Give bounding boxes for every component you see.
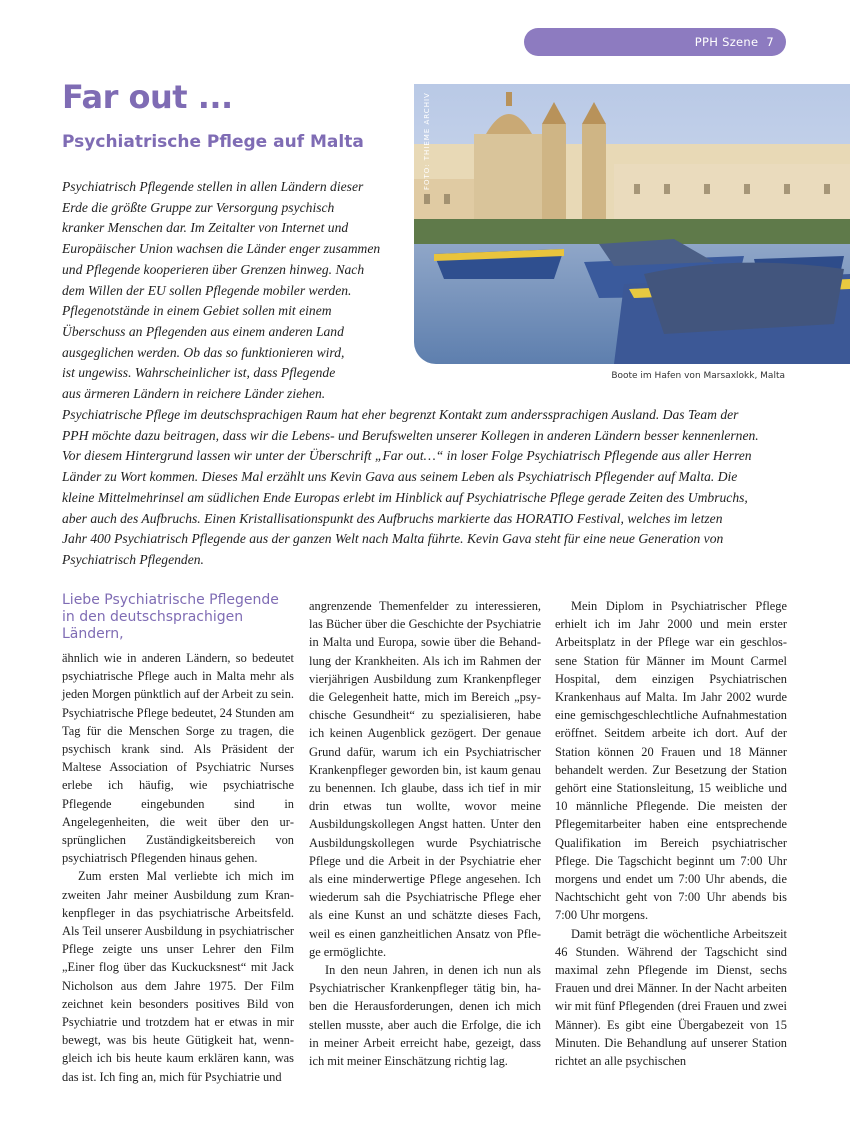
intro-line: kranker Menschen dar. Im Zeitalter von Internet und	[62, 220, 349, 236]
intro-line: ist ungewiss. Wahrscheinlicher ist, dass Pflegende	[62, 365, 336, 381]
harbour-illustration	[414, 84, 850, 364]
photo-caption: Boote im Hafen von Marsaxlokk, Malta	[611, 371, 785, 381]
intro-line: PPH möchte dazu beitragen, dass wir die Lebens- und Berufswelten unserer Kollegen in anderen Ländern besser kennenlernen.	[62, 427, 759, 443]
text-column-1	[62, 592, 294, 1086]
intro-continuation	[62, 405, 792, 571]
intro-line: Psychiatrisch Pflegenden.	[62, 551, 204, 567]
intro-line: ausgeglichen werden. Ob das so funktionieren wird,	[62, 344, 345, 360]
text-column-2	[309, 597, 541, 1070]
intro-line: dem Willen der EU sollen Pflegende mobiler werden.	[62, 282, 352, 298]
section-header	[524, 28, 786, 56]
section-name: PPH Szene	[694, 35, 759, 49]
intro-line: Vor diesem Hintergrund lassen wir unter der Überschrift „Far out…“ in loser Folge Psychiatrisch Pflegende aus aller Herren	[62, 448, 752, 464]
intro-line: Länder zu Wort kommen. Dieses Mal erzählt uns Kevin Gava aus seinem Leben als Psychiatrisch Pflegender auf Malta. Die	[62, 469, 738, 485]
page-number: 7	[766, 35, 774, 49]
intro-line: Psychiatrisch Pflegende stellen in allen Ländern dieser	[62, 179, 364, 194]
paragraph: In den neun Jahren, in denen ich nun als Psychiatrischer Krankenpfleger tätig bin, haben die Herausforderungen, denen ich mich stellen musste, aber auch die Erfolge, die ich in meiner Arbeit erreicht habe, gezeigt, dass ich mit meiner Einschätzung richtig lag.	[309, 963, 541, 1069]
paragraph: ähnlich wie in anderen Ländern, so bedeutet psychiatrische Pflege auch in Malta mehr als jeden Morgen pünktlich auf der Arbeit zu sein. Psychiatrische Pflege bedeutet, 24 Stunden am Tag für die Menschen Sorge zu tragen, die psychisch krank sind. Als Präsident der Maltese Association of Psychiatric Nurses erlebe ich häufig, wie psychiatrische Pflegende eingebunden sind in Angelegenheiten, die weit über den ursprünglichen Zuständigkeitsbereich von psychiatrisch Pflegenden hinaus gehen.	[62, 651, 294, 866]
paragraph: Damit beträgt die wöchentliche Arbeitszeit 46 Stunden. Während der Tagschicht sind maximal zehn Pflegende im Dienst, sechs Frauen und drei Männer. In der Nacht arbeiten wir mit fünf Pflegenden (drei Frauen und zwei Männer). Es gibt eine Übergabezeit von 15 Minuten. Die Behandlung auf unserer Station richtet an alle psychischen	[555, 926, 787, 1069]
intro-line: kleine Mittelmehrinsel am südlichen Ende Europas erlebt im Hinblick auf Psychiatrische Pflege gerade Zeiten des Umbruchs,	[62, 489, 748, 505]
intro-paragraph	[62, 177, 380, 405]
harbour-photo	[414, 84, 850, 364]
paragraph: angrenzende Themenfelder zu interessieren, las Bücher über die Geschichte der Psychiatrie in Malta und Europa, sowie über die Behandlung der Krankheiten. Als ich im Rahmen der vierjährigen Ausbildung zum Krankenpfleger die Gelegenheit hatte, mich im Bereich „psychische Gesundheit“ zu spezialisieren, habe ich keinen Augenblick gezögert. Der genaue Grund dafür, warum ich ein Psychiatrischer Krankenpfleger geworden bin, ist kaum genau zu benennen. Ich glaube, dass ich tief in mir drin etwas tun wollte, wovor meine Ausbildungskollegen Angst hatten. Unter den Ausbildungskollegen wurde Psychiatrische Pflege und die Arbeit in der Psychiatrie eher als eine minderwertige Pflege angesehen. Ich wiederum sah die Psychiatrische Pflege eher als eine Kunst an und schätzte dieses Fach, weil es einen ganzheitlichen Ansatz von Pflege ermöglichte.	[309, 599, 541, 959]
article-title: Far out ...	[62, 78, 233, 116]
photo-credit: FOTO: THIEME ARCHIV	[423, 92, 431, 190]
article-subtitle: Psychiatrische Pflege auf Malta	[62, 132, 364, 152]
intro-line: Jahr 400 Psychiatrisch Pflegende aus der ganzen Welt nach Malta führte. Kevin Gava steht für eine neue Generation von	[62, 531, 724, 547]
intro-line: Psychiatrische Pflege im deutschsprachigen Raum hat eher begrenzt Kontakt zum anderssprachigen Ausland. Das Team der	[62, 407, 739, 422]
intro-line: Erde die größte Gruppe zur Versorgung psychisch	[62, 199, 335, 215]
paragraph: Zum ersten Mal verliebte ich mich im zweiten Jahr meiner Ausbildung zum Krankenpfleger in das psychiatrische Arbeitsfeld. Als Teil unserer Ausbildung in psychiatrischer Pflege zeigte uns unser Lehrer den Film „Einer flog über das Kuckucksnest“ mit Jack Nicholson aus dem Jahre 1975. Der Film zeichnet kein besonders positives Bild von Psychiatrie und trotzdem hat er etwas in mir bewegt, was bis heute Gütigkeit hat, wenngleich ich bis heute kaum erklären kann, was das ist. Ich fing an, mich für Psychiatrie und	[62, 869, 294, 1084]
intro-line: Überschuss an Pflegenden aus einem anderen Land	[62, 323, 344, 339]
intro-line: Europäischer Union wachsen die Länder enger zusammen	[62, 241, 381, 257]
intro-line: aber auch des Aufbruchs. Einen Kristallisationspunkt des Aufbruchs markierte das HORATIO Festival, welches im letzen	[62, 510, 723, 526]
intro-line: und Pflegende kooperieren über Grenzen hinweg. Nach	[62, 261, 365, 277]
intro-line: aus ärmeren Ländern in reichere Länder ziehen.	[62, 386, 326, 402]
intro-line: Pflegenotstände in einem Gebiet sollen mit einem	[62, 303, 332, 319]
text-column-3	[555, 597, 787, 1070]
column-heading: Liebe Psychiatrische Pflegende in den deutschsprachigen Ländern,	[62, 592, 279, 642]
paragraph: Mein Diplom in Psychiatrischer Pflege erhielt ich im Jahr 2000 und mein erster Arbeitsplatz in der Pflege war ein geschlossene Station für Männer im Mount Carmel Hospital, dem einzigen Psychiatrischen Krankenhaus auf Malta. Im Jahr 2002 wurde eine gemischgeschlechtliche Aufnahmestation eröffnet. Seitdem arbeite ich dort. Auf der Station können 20 Frauen und 18 Männer behandelt werden. Zur Besetzung der Station gehört eine Stationsleitung, 15 weibliche und 10 männliche Pflegende. Die meisten der Pflegemitarbeiter haben eine entsprechende Qualifikation im Bereich psychiatrischer Pflege. Die Tagschicht beginnt um 7:00 Uhr morgens und endet um 7:00 Uhr abends, die Nachtschicht geht von 7:00 Uhr abends bis 7:00 Uhr morgens.	[555, 599, 787, 923]
